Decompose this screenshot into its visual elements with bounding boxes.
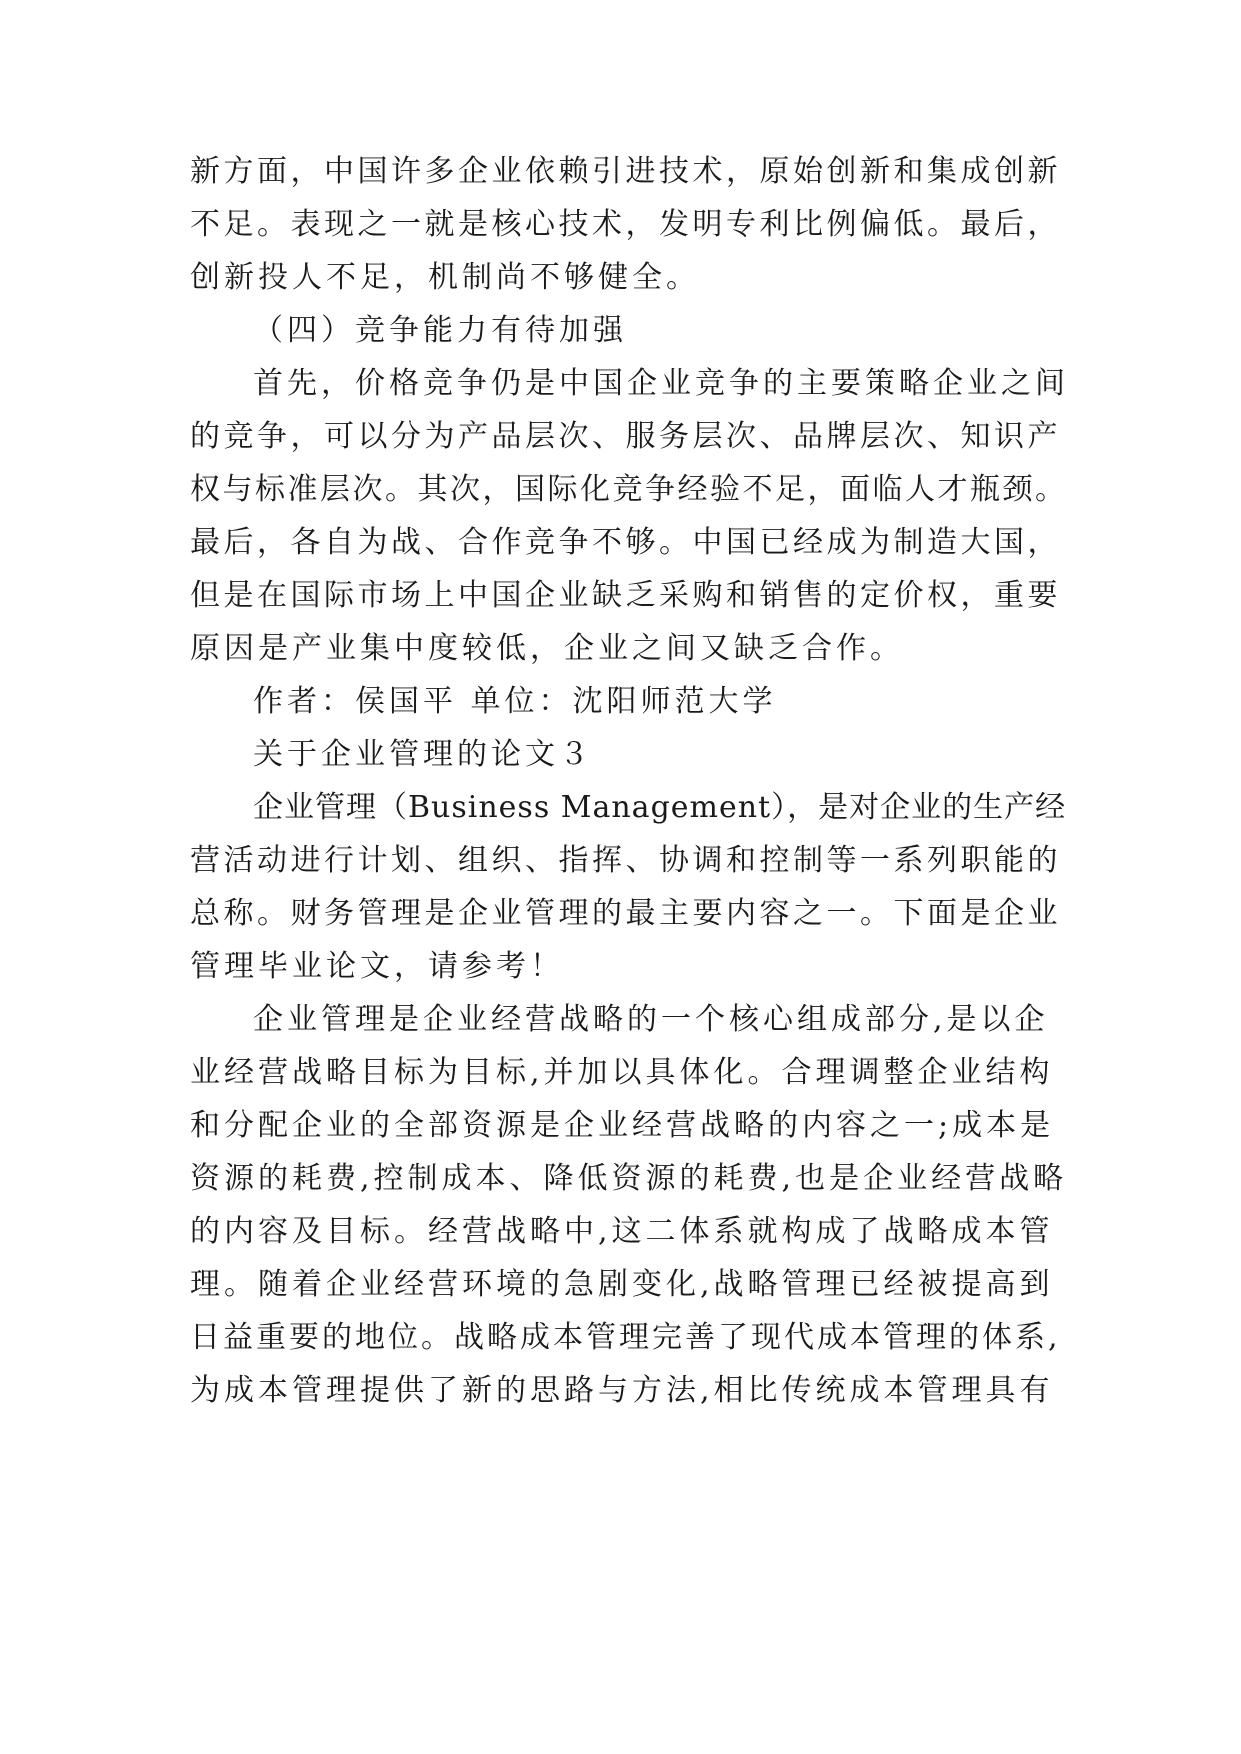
section-heading: （四）竞争能力有待加强	[253, 313, 627, 348]
paragraph-start: 企业管理（Business Management），是对企业的生产经	[253, 790, 1067, 825]
text-line: 营活动进行计划、组织、指挥、协调和控制等一系列职能的	[190, 843, 1061, 878]
text-line: 原因是产业集中度较低，企业之间又缺乏合作。	[190, 631, 904, 666]
text-line: 管理毕业论文，请参考！	[190, 949, 564, 984]
text-line: 最后，各自为战、合作竞争不够。中国已经成为制造大国，	[190, 525, 1061, 560]
text-line: 创新投人不足，机制尚不够健全。	[190, 260, 700, 295]
paragraph-start: 企业管理是企业经营战略的一个核心组成部分,是以企	[253, 1002, 1049, 1037]
text-line: 业经营战略目标为目标,并加以具体化。合理调整企业结构	[190, 1055, 1054, 1090]
text-line: 权与标准层次。其次，国际化竞争经验不足，面临人才瓶颈。	[190, 472, 1068, 507]
text-line: 新方面，中国许多企业依赖引进技术，原始创新和集成创新	[190, 154, 1061, 189]
text-line: 的内容及目标。经营战略中,这二体系就构成了战略成本管	[190, 1214, 1054, 1249]
text-line: 资源的耗费,控制成本、降低资源的耗费,也是企业经营战略	[190, 1161, 1068, 1196]
article-title: 关于企业管理的论文３	[253, 737, 593, 772]
text-line: 和分配企业的全部资源是企业经营战略的内容之一;成本是	[190, 1108, 1055, 1143]
text-line: 日益重要的地位。战略成本管理完善了现代成本管理的体系,	[190, 1320, 1061, 1355]
text-line: 不足。表现之一就是核心技术，发明专利比例偏低。最后，	[190, 207, 1061, 242]
text-line: 理。随着企业经营环境的急剧变化,战略管理已经被提高到	[190, 1267, 1054, 1302]
text-line: 总称。财务管理是企业管理的最主要内容之一。下面是企业	[190, 896, 1061, 931]
text-line: 为成本管理提供了新的思路与方法,相比传统成本管理具有	[190, 1373, 1054, 1408]
text-line: 的竞争，可以分为产品层次、服务层次、品牌层次、知识产	[190, 419, 1061, 454]
author-line: 作者：侯国平 单位：沈阳师范大学	[253, 684, 777, 719]
text-line: 但是在国际市场上中国企业缺乏采购和销售的定价权，重要	[190, 578, 1061, 613]
paragraph-start: 首先，价格竞争仍是中国企业竞争的主要策略企业之间	[253, 366, 1069, 401]
